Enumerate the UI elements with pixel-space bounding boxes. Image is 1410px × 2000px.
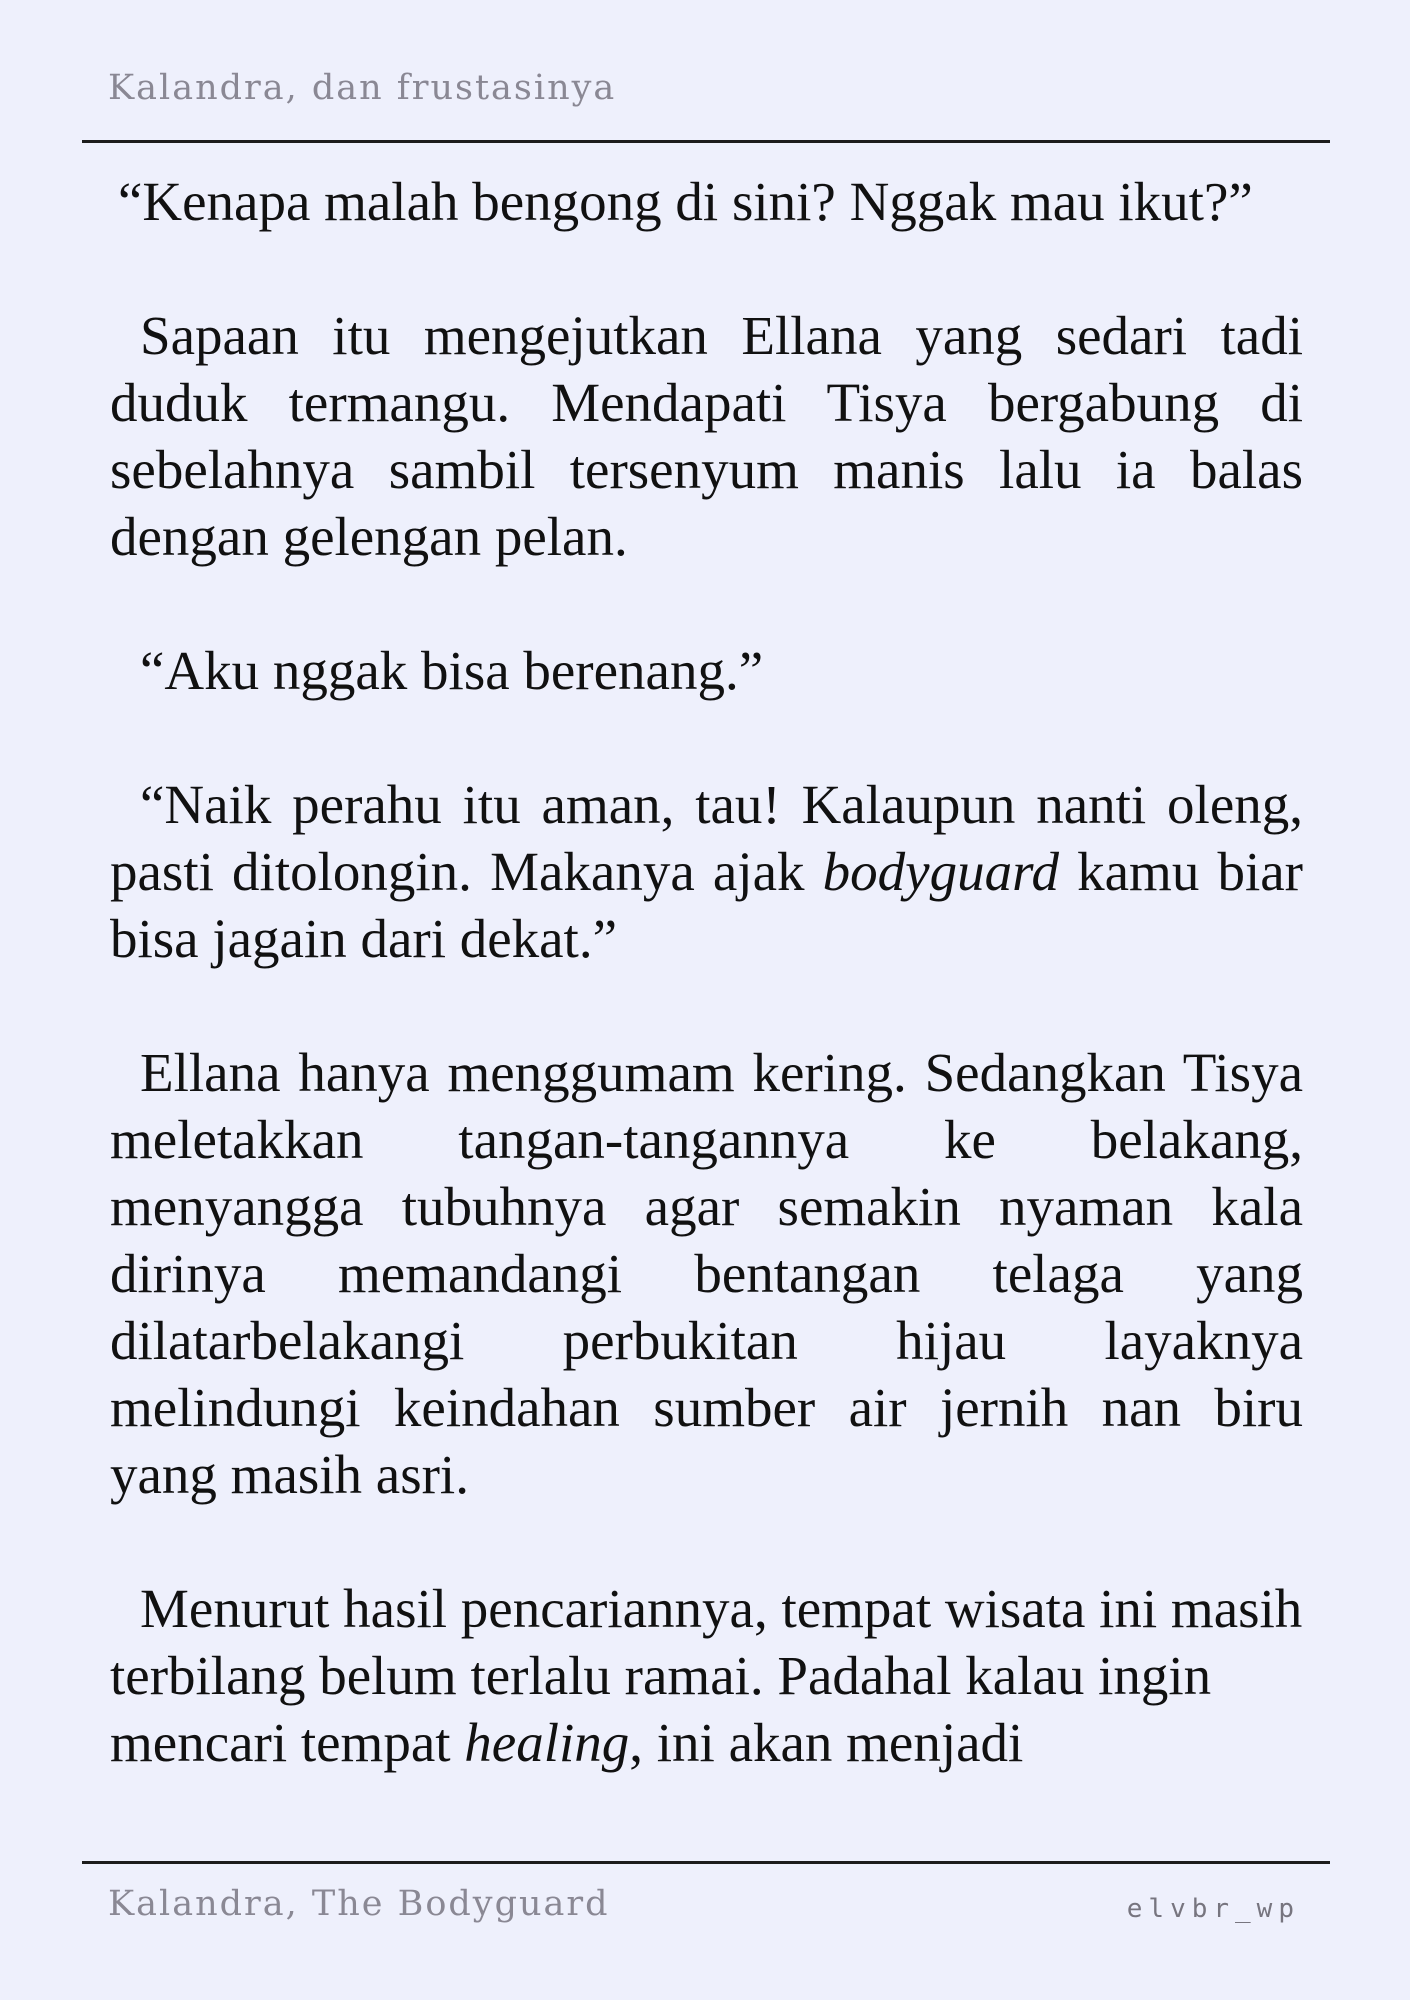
text-segment: Sapaan itu mengejutkan Ellana yang sedari tadi duduk termangu. Mendapati Tisya bergabung di sebelahnya sambil tersenyum manis lalu ia balas dengan gelengan pelan. <box>110 305 1303 567</box>
text-segment: Menurut hasil pencariannya, tempat wisata ini masih terbilang belum terlalu ramai. Padahal kalau ingin mencari tempat <box>110 1578 1303 1773</box>
chapter-title: Kalandra, dan frustasinya <box>108 68 617 108</box>
text-segment: Ellana hanya menggumam kering. Sedangkan Tisya meletakkan tangan-tangannya ke belakang, menyangga tubuhnya agar semakin nyaman kala dirinya memandangi bentangan telaga yang dilatarbelakangi perbukitan hijau layaknya melindungi keindahan sumber air jernih nan biru yang masih asri. <box>110 1042 1303 1505</box>
text-segment: “Naik perahu itu aman, tau! Kalaupun nanti oleng, pasti ditolongin. Makanya ajak <box>110 774 1303 902</box>
body-text <box>110 168 1303 1776</box>
paragraph <box>110 637 1303 704</box>
paragraph <box>110 771 1303 972</box>
text-segment: “Aku nggak bisa berenang.” <box>140 640 764 701</box>
text-segment: “Kenapa malah bengong di sini? Nggak mau ikut?” <box>118 171 1253 232</box>
text-segment: kamu biar bisa jagain dari dekat.” <box>110 841 1303 969</box>
italic-term: bodyguard <box>822 841 1059 902</box>
paragraph <box>110 1039 1303 1508</box>
book-title: Kalandra, The Bodyguard <box>108 1884 610 1924</box>
italic-term: healing <box>464 1712 630 1773</box>
author-handle: elvbr_wp <box>1126 1894 1300 1924</box>
paragraph <box>110 302 1303 570</box>
top-divider <box>82 140 1330 143</box>
bottom-divider <box>82 1861 1330 1864</box>
paragraph <box>110 1575 1303 1776</box>
text-segment: , ini akan menjadi <box>629 1712 1024 1773</box>
paragraph <box>110 168 1303 235</box>
